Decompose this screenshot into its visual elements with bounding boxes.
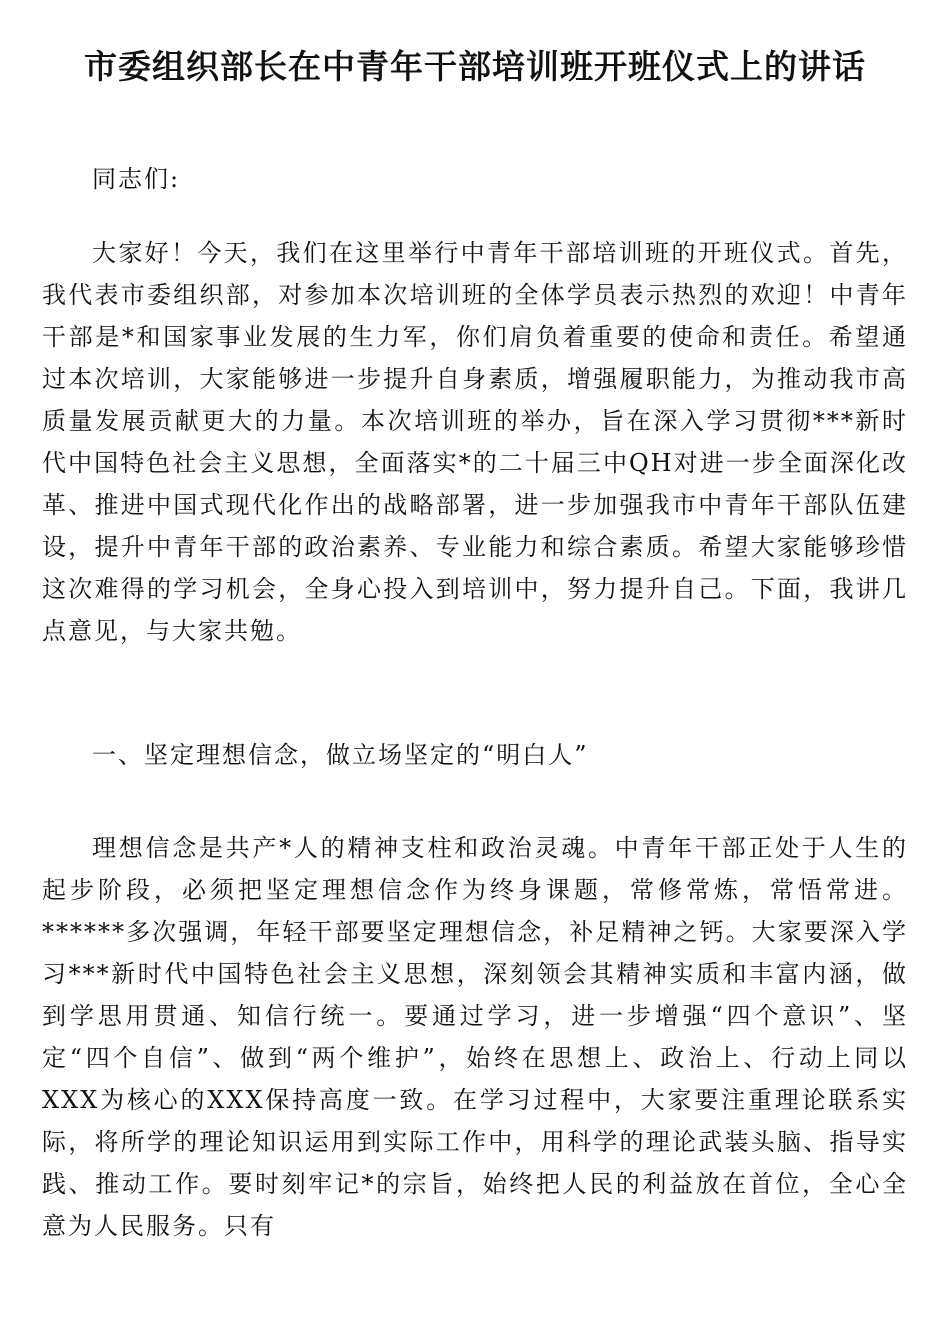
page-title: 市委组织部长在中青年干部培训班开班仪式上的讲话 <box>84 47 866 86</box>
section-paragraph: 理想信念是共产*人的精神支柱和政治灵魂。中青年干部正处于人生的起步阶段，必须把坚定理想信念作为终身课题，常修常炼，常悟常进。******多次强调，年轻干部要坚定理想信念，补足精神之钙。大家要深入学习***新时代中国特色社会主义思想，深刻领会其精神实质和丰富内涵，做到学思用贯通、知信行统一。要通过学习，进一步增强“四个意识”、坚定“四个自信”、做到“两个维护”，始终在思想上、政治上、行动上同以XXX为核心的XXX保持高度一致。在学习过程中，大家要注重理论联系实际，将所学的理论知识运用到实际工作中，用科学的理论武装头脑、指导实践、推动工作。要时刻牢记*的宗旨，始终把人民的利益放在首位，全心全意为人民服务。只有 <box>42 834 908 1240</box>
section-heading: 一、坚定理想信念，做立场坚定的“明白人” <box>92 741 589 769</box>
intro-paragraph: 大家好！今天，我们在这里举行中青年干部培训班的开班仪式。首先，我代表市委组织部，对参加本次培训班的全体学员表示热烈的欢迎！中青年干部是*和国家事业发展的生力军，你们肩负着重要的使命和责任。希望通过本次培训，大家能够进一步提升自身素质，增强履职能力，为推动我市高质量发展贡献更大的力量。本次培训班的举办，旨在深入学习贯彻***新时代中国特色社会主义思想，全面落实*的二十届三中QH对进一步全面深化改革、推进中国式现代化作出的战略部署，进一步加强我市中青年干部队伍建设，提升中青年干部的政治素养、专业能力和综合素质。希望大家能够珍惜这次难得的学习机会，全身心投入到培训中，努力提升自己。下面，我讲几点意见，与大家共勉。 <box>42 239 908 645</box>
greeting-paragraph: 同志们: <box>92 165 181 193</box>
